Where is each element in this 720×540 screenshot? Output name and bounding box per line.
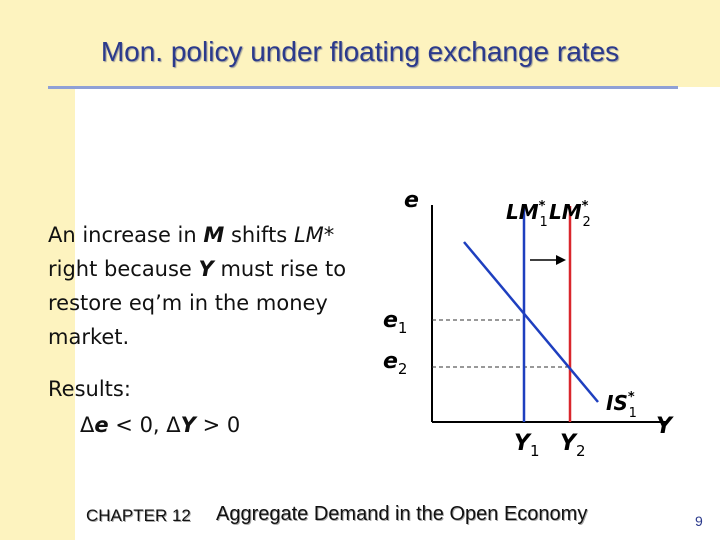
delta-symbol-y: Δ: [166, 413, 181, 437]
e2-tick-label: $e_2$: [383, 349, 408, 378]
footer-chapter: CHAPTER 12: [86, 506, 191, 525]
y1-tick-label: $Y_1$: [514, 431, 540, 460]
var-y: Y: [198, 257, 214, 281]
body-text-4: must rise to restore eq’m in the money market.: [48, 257, 347, 349]
is1-label: IS* 1: [606, 390, 637, 421]
body-text-2: shifts: [224, 223, 288, 247]
results-y-relation: > 0: [195, 413, 241, 437]
slide-title: Mon. policy under floating exchange rates: [100, 36, 620, 67]
lm2-label: LM* 2: [549, 199, 591, 230]
shift-arrow-head: [556, 255, 566, 265]
body-text-1: An increase in: [48, 223, 197, 247]
e1-tick-label: $e_1$: [383, 308, 408, 337]
lm1-label: LM* 1: [506, 199, 548, 230]
is1-curve: [464, 242, 598, 402]
y-axis-label: e: [404, 188, 419, 213]
y2-tick-label: $Y_2$: [560, 431, 586, 460]
page-number: 9: [695, 513, 703, 529]
results-var-y: Y: [180, 413, 196, 437]
delta-symbol-e: Δ: [80, 413, 95, 437]
results-e-relation: < 0,: [108, 413, 167, 437]
var-m: M: [203, 223, 225, 247]
body-text-3: right because: [48, 257, 192, 281]
results-heading: Results:: [48, 377, 131, 401]
x-axis-label: Y: [656, 414, 672, 439]
results-var-e: e: [94, 413, 109, 437]
lm-star-text: LM*: [293, 223, 335, 247]
footer-subject: Aggregate Demand in the Open Economy: [216, 503, 588, 525]
